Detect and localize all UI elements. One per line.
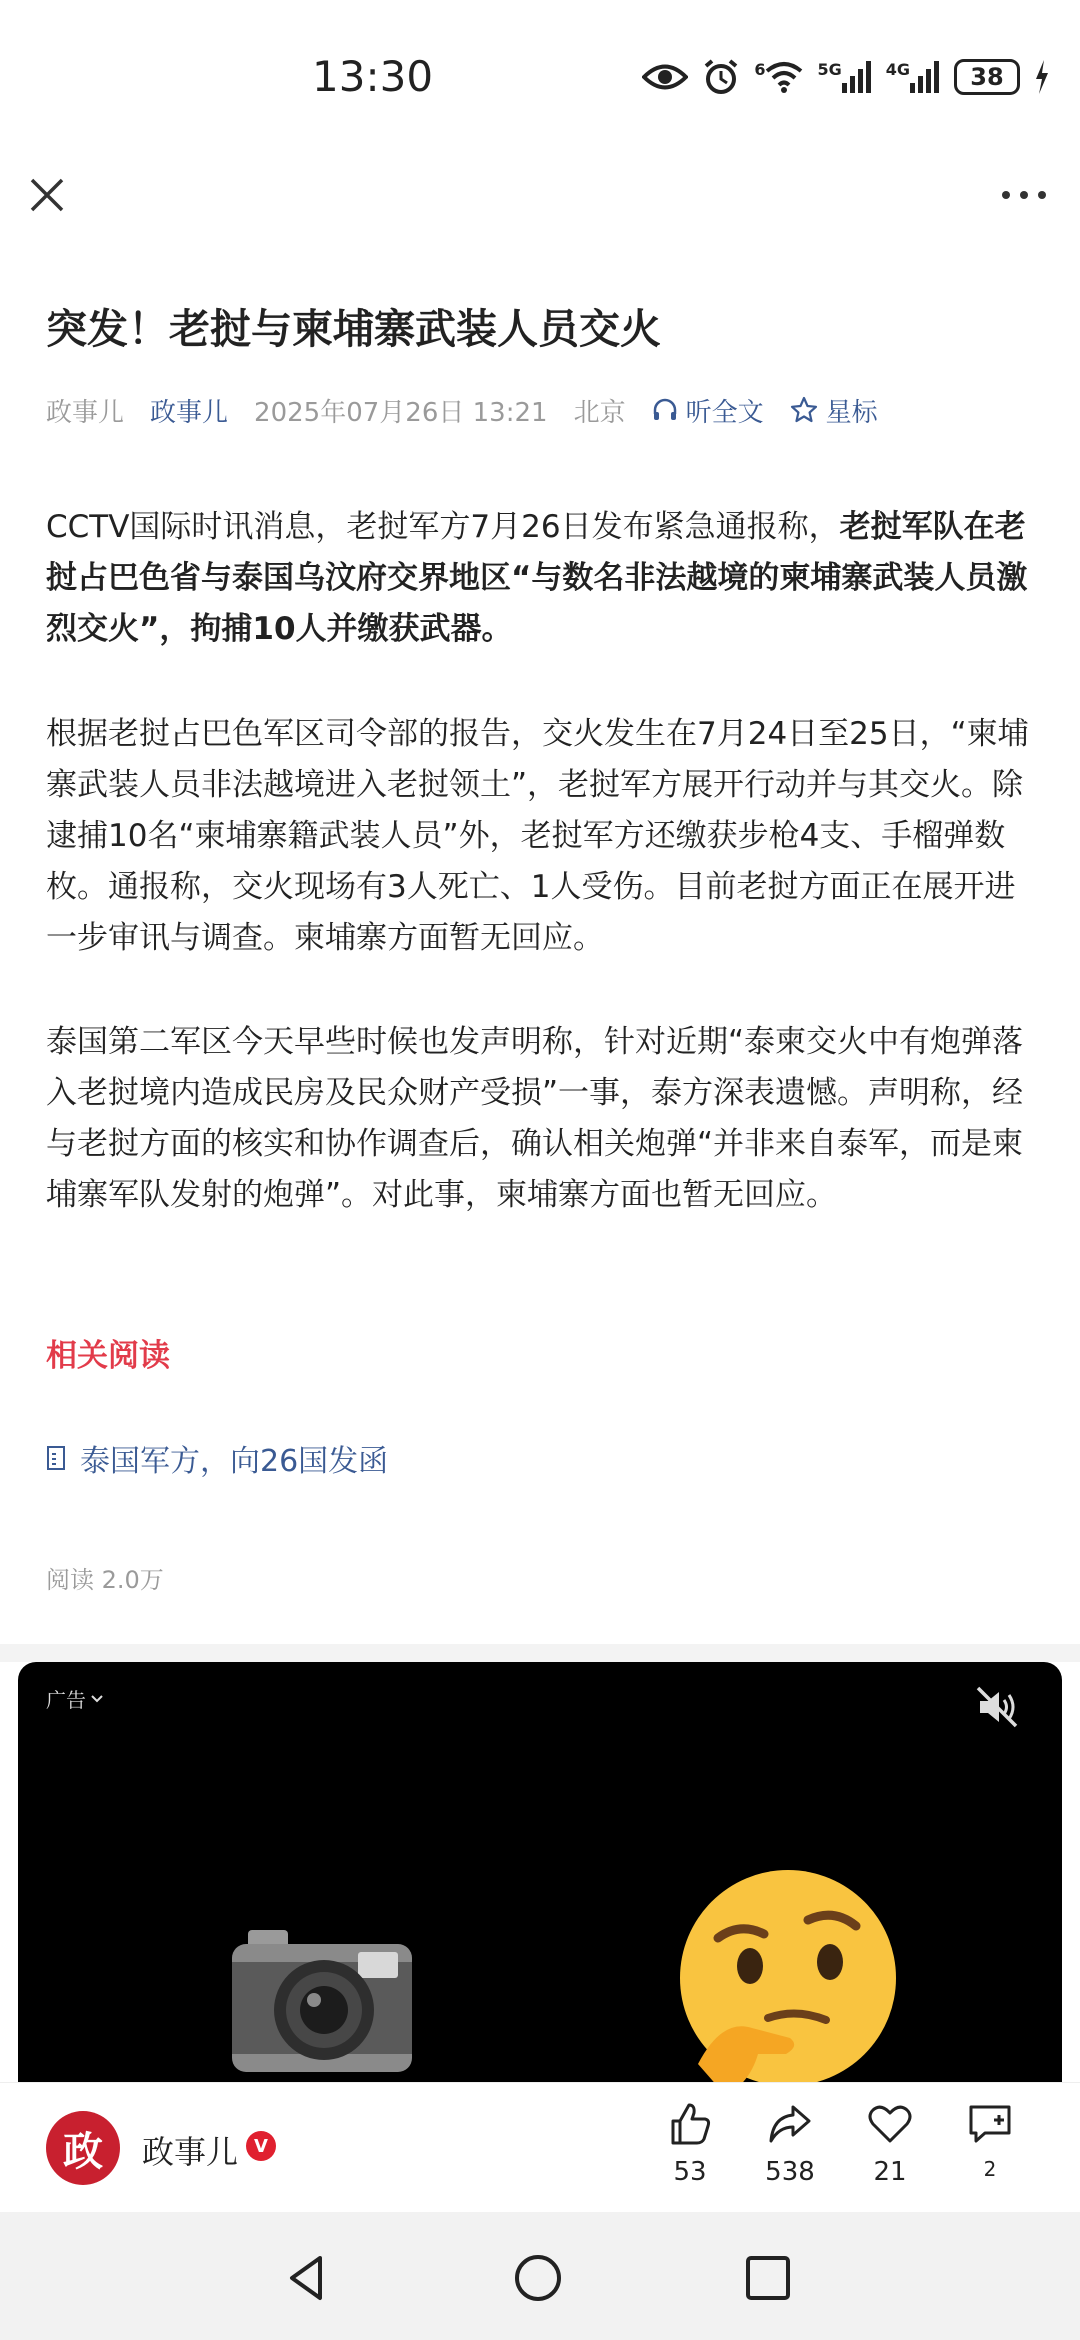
net-4g-label: 4G — [885, 60, 910, 79]
related-reading-title: 相关阅读 — [46, 1338, 170, 1374]
star-label: 星标 — [825, 397, 878, 428]
comment-count: 2 — [983, 2157, 997, 2181]
wifi-icon — [765, 61, 803, 93]
article-meta — [46, 390, 904, 430]
section-divider — [0, 1644, 1080, 1662]
chevron-down-icon — [90, 1694, 104, 1704]
headphones-icon — [652, 397, 678, 423]
heart-icon — [867, 2101, 913, 2147]
thumbs-up-icon — [667, 2101, 713, 2147]
recent-apps-icon[interactable] — [742, 2252, 794, 2304]
avatar-text: 政 — [63, 2127, 103, 2175]
status-time: 13:30 — [312, 52, 434, 101]
share-icon — [767, 2101, 813, 2147]
p1-normal: CCTV国际时讯消息，老挝军方7月26日发布紧急通报称， — [46, 509, 840, 545]
like-button[interactable] — [650, 2101, 730, 2201]
bottom-action-bar — [0, 2082, 1080, 2212]
star-button[interactable] — [790, 392, 878, 429]
status-icons — [642, 58, 1050, 96]
share-button[interactable] — [750, 2101, 830, 2201]
star-icon — [790, 396, 818, 424]
article-paragraph-3: 泰国第二军区今天早些时候也发声明称，针对近期“泰柬交火中有炮弹落入老挝境内造成民房及民众财产受损”一事，泰方深表遗憾。声明称，经与老挝方面的核实和协作调查后，确认相关炮弹“并非来自泰军，而是柬埔寨军队发射的炮弹”。对此事，柬埔寨方面也暂无回应。 — [46, 1024, 1024, 1213]
verified-badge-icon — [246, 2131, 276, 2161]
back-icon[interactable] — [282, 2252, 334, 2304]
listen-label: 听全文 — [685, 397, 764, 428]
article-source: 政事儿 — [46, 397, 125, 428]
status-bar — [0, 0, 1080, 140]
battery-level: 38 — [970, 63, 1004, 91]
listen-button[interactable] — [652, 392, 764, 429]
document-icon — [46, 1445, 66, 1471]
comment-icon — [967, 2101, 1013, 2147]
top-nav — [0, 150, 1080, 250]
read-count: 阅读 2.0万 — [46, 1566, 164, 1594]
signal-icon-2 — [910, 61, 940, 93]
related-article-link[interactable] — [46, 1436, 388, 1480]
article-paragraph-2: 根据老挝占巴色军区司令部的报告，交火发生在7月24日至25日，“柬埔寨武装人员非法越境进入老挝领土”，老挝军方展开行动并与其交火。除逮捕10名“柬埔寨籍武装人员”外，老挝军方还缴获步枪4支、手榴弹数枚。通报称，交火现场有3人死亡、1人受伤。目前老挝方面正在展开进一步审讯与调查。柬埔寨方面暂无回应。 — [46, 716, 1029, 956]
article-datetime: 2025年07月26日 13:21 — [254, 397, 548, 428]
related-link-text: 泰国军方，向26国发函 — [80, 1444, 389, 1479]
battery-indicator — [954, 59, 1020, 95]
more-icon[interactable] — [994, 170, 1054, 220]
wifi-label: 6 — [754, 60, 766, 79]
mute-icon[interactable] — [972, 1682, 1022, 1732]
signal-icon — [842, 61, 872, 93]
close-icon[interactable] — [22, 170, 72, 220]
channel-name[interactable]: 政事儿 — [142, 2133, 239, 2171]
verified-mark: V — [254, 2135, 268, 2157]
charging-icon — [1034, 60, 1050, 94]
ad-label: 广告 — [46, 1688, 86, 1712]
net-5g-label: 5G — [817, 60, 842, 79]
ad-label-button[interactable] — [46, 1684, 104, 1713]
channel-avatar[interactable] — [46, 2111, 120, 2185]
article-author[interactable]: 政事儿 — [150, 397, 229, 428]
system-nav-bar — [0, 2212, 1080, 2340]
home-icon[interactable] — [512, 2252, 564, 2304]
article-paragraph-1 — [46, 502, 1036, 655]
alarm-icon — [702, 58, 740, 96]
thinking-face-icon — [678, 1868, 908, 2082]
favorite-button[interactable] — [850, 2101, 930, 2201]
favorite-count: 21 — [873, 2157, 907, 2187]
article-location: 北京 — [573, 397, 626, 428]
comment-button[interactable] — [950, 2101, 1030, 2201]
share-count: 538 — [765, 2157, 815, 2187]
eye-icon — [642, 62, 688, 92]
like-count: 53 — [673, 2157, 707, 2187]
camera-icon — [228, 1924, 416, 2074]
ad-video[interactable] — [18, 1662, 1062, 2082]
article-title: 突发！老挝与柬埔寨武装人员交火 — [46, 305, 661, 353]
p1-bold: 老挝军队在老挝占巴色省与泰国乌汶府交界地区“与数名非法越境的柬埔寨武装人员激烈交火”，拘捕10人并缴获武器。 — [46, 509, 1028, 647]
